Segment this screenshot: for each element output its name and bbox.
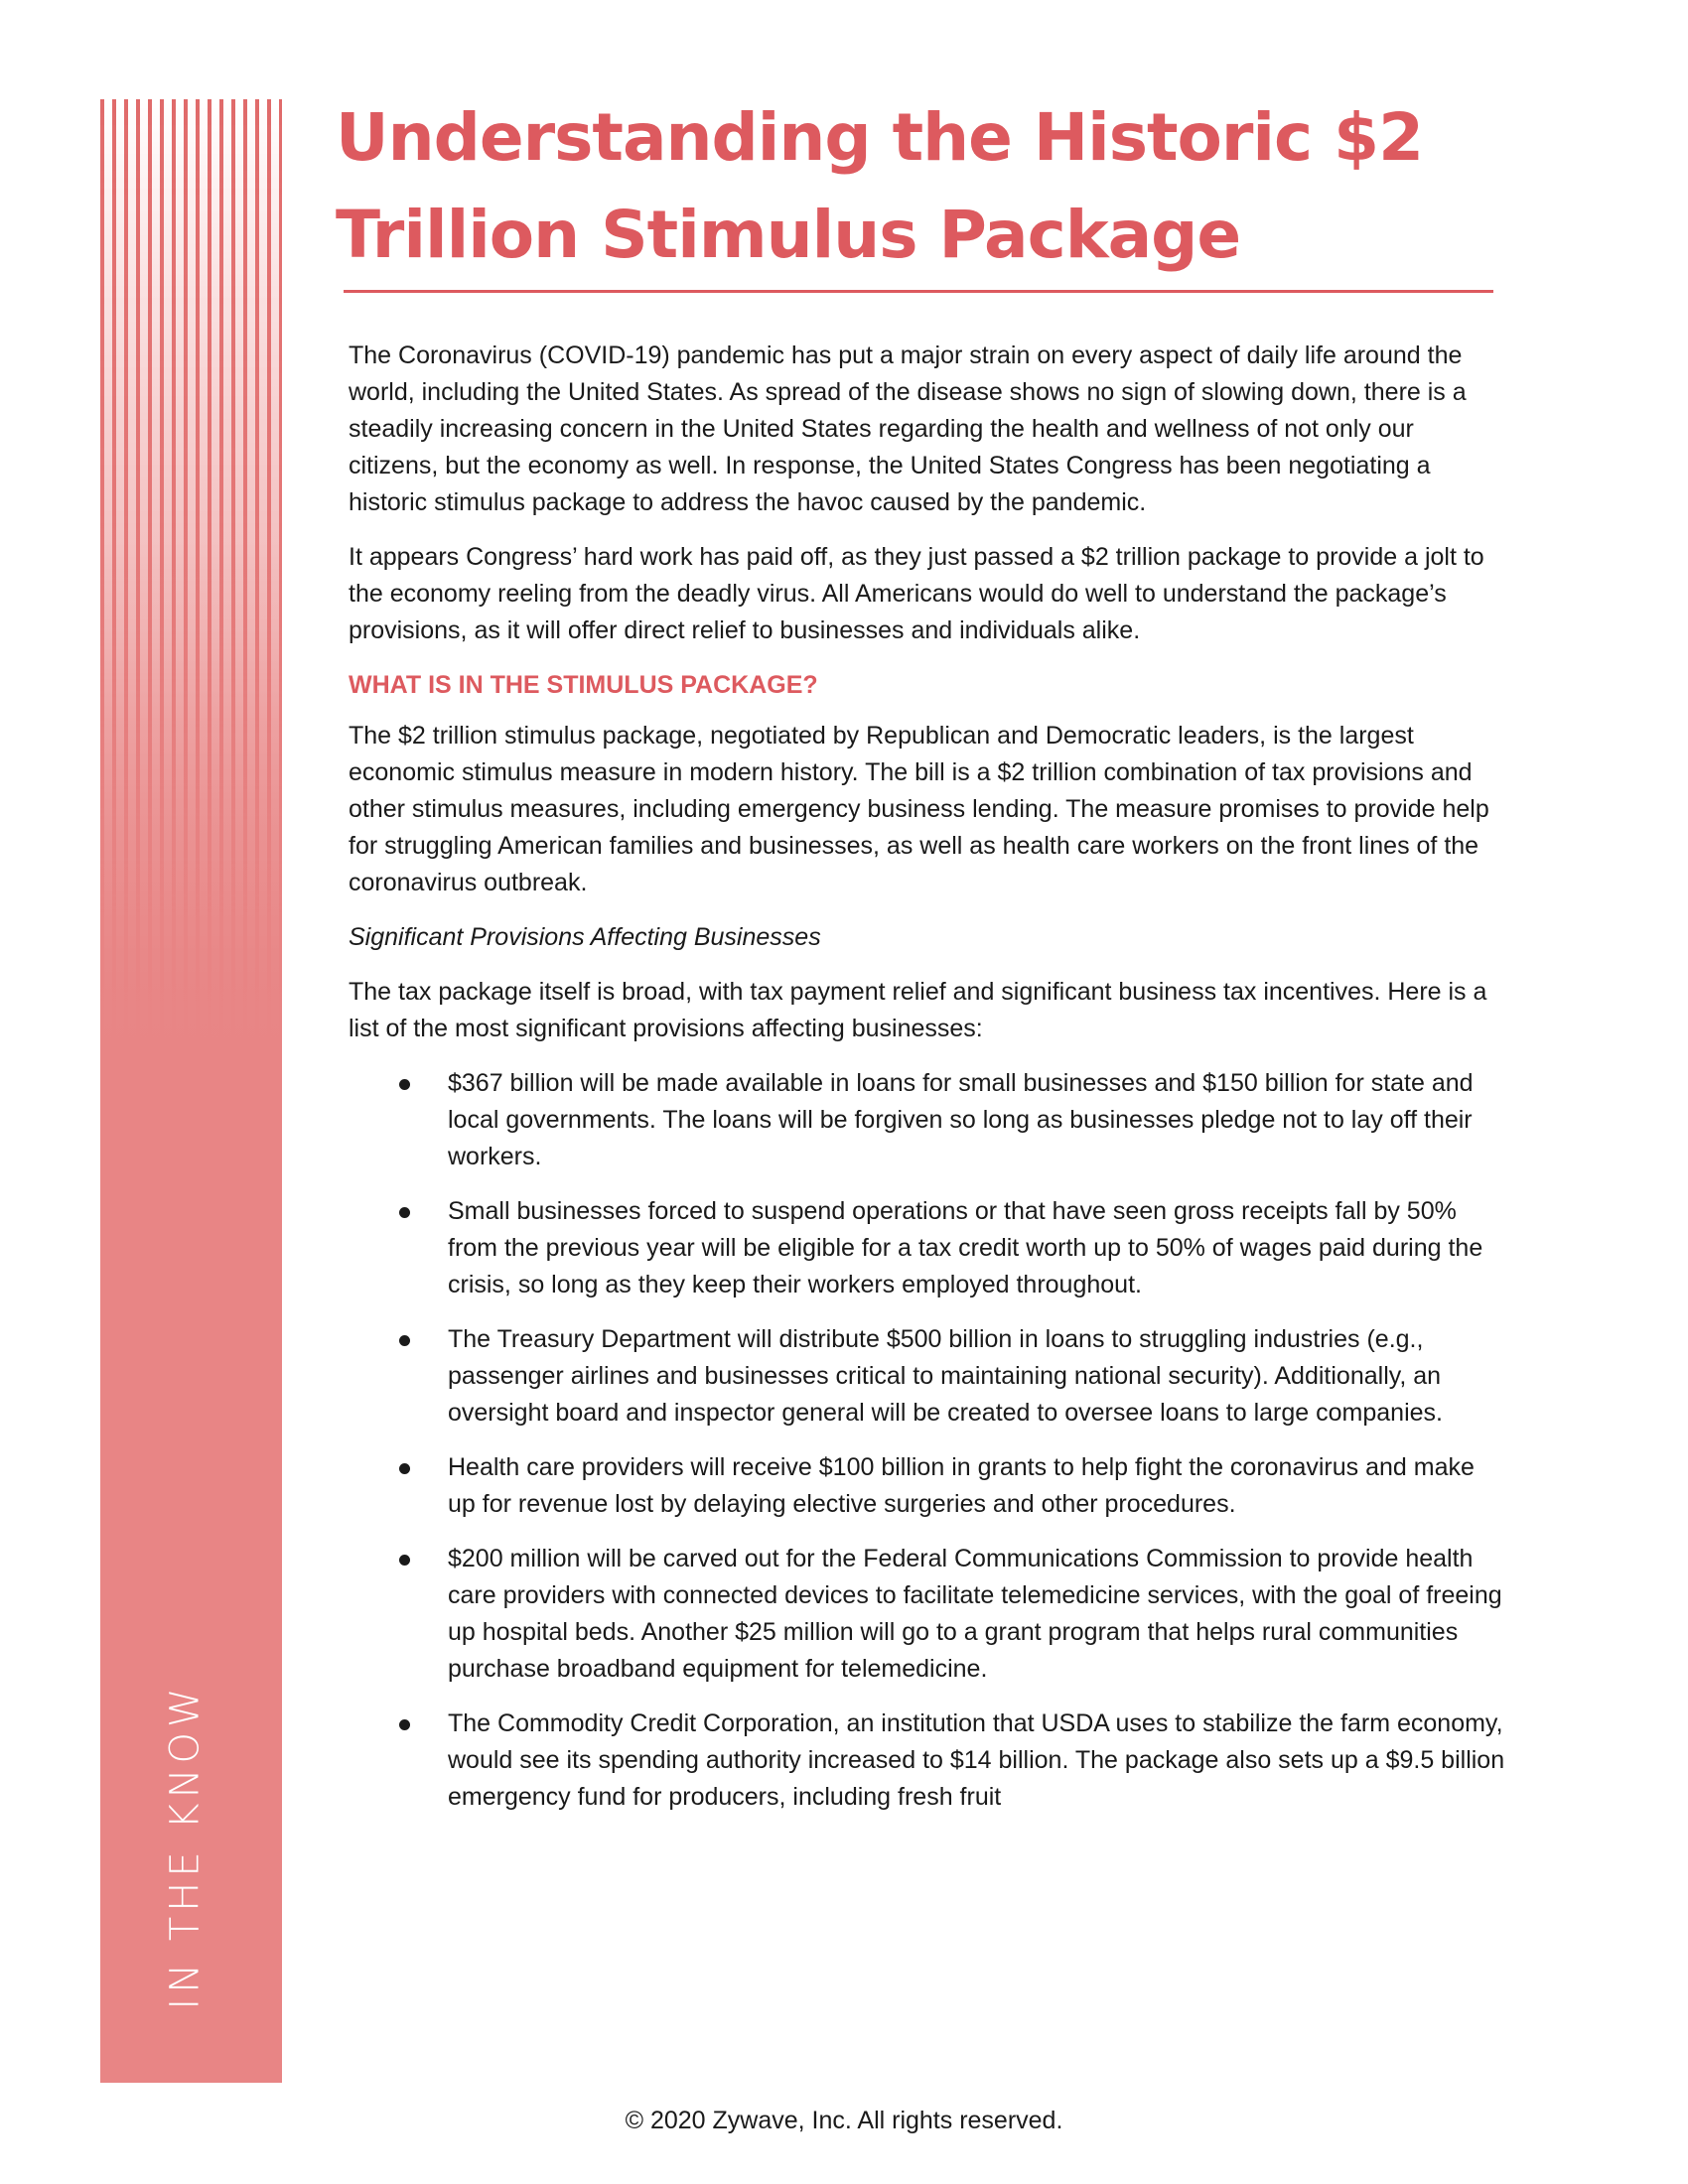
- list-item: [349, 1449, 1505, 1523]
- sidebar-label: IN THE KNOW: [163, 1683, 209, 2010]
- copyright-footer: © 2020 Zywave, Inc. All rights reserved.: [625, 2107, 1063, 2134]
- sidebar-label-wrap: [111, 1683, 260, 2010]
- page-title-line-1: Understanding the Historic $2: [336, 99, 1423, 176]
- bullet-icon: [399, 1079, 410, 1090]
- list-item-text: The Commodity Credit Corporation, an institution that USDA uses to stabilize the farm economy, would see its spending authority increased to $14 billion. The package also sets up a $9.5 billion emergency fund for producers, including fresh fruit: [448, 1709, 1505, 1811]
- section-paragraph: The $2 trillion stimulus package, negotiated by Republican and Democratic leaders, is the largest economic stimulus measure in modern history. The bill is a $2 trillion combination of tax provisions and other stimulus measures, including emergency business lending. The measure promises to provide help for struggling American families and businesses, as well as health care workers on the front lines of the coronavirus outbreak.: [349, 722, 1489, 896]
- list-item: [349, 1541, 1505, 1688]
- provisions-list: [349, 1065, 1505, 1816]
- list-item: [349, 1321, 1505, 1432]
- subsection-paragraph: The tax package itself is broad, with tax payment relief and significant business tax incentives. Here is a list of the most significant provisions affecting businesses:: [349, 978, 1487, 1042]
- list-item: [349, 1193, 1505, 1303]
- article-body: [349, 338, 1505, 1834]
- bullet-icon: [399, 1555, 410, 1566]
- sidebar-stripe-fade: [100, 99, 282, 1072]
- list-item-text: $200 million will be carved out for the Federal Communications Commission to provide health care providers with connected devices to facilitate telemedicine services, with the goal of freeing up hospital beds. Another $25 million will go to a grant program that helps rural communities purchase broadband equipment for telemedicine.: [448, 1545, 1502, 1683]
- list-item-text: $367 billion will be made available in loans for small businesses and $150 billion for state and local governments. The loans will be forgiven so long as businesses pledge not to lay off their workers.: [448, 1069, 1474, 1170]
- list-item-text: Small businesses forced to suspend operations or that have seen gross receipts fall by 50% from the previous year will be eligible for a tax credit worth up to 50% of wages paid during the crisis, so long as they keep their workers employed throughout.: [448, 1197, 1483, 1298]
- list-item-text: Health care providers will receive $100 billion in grants to help fight the coronavirus and make up for revenue lost by delaying elective surgeries and other procedures.: [448, 1453, 1475, 1518]
- intro-paragraph-2: It appears Congress’ hard work has paid off, as they just passed a $2 trillion package to provide a jolt to the economy reeling from the deadly virus. All Americans would do well to understand the package’s provisions, as it will offer direct relief to businesses and individuals alike.: [349, 543, 1484, 644]
- intro-paragraph-1: The Coronavirus (COVID-19) pandemic has put a major strain on every aspect of daily life around the world, including the United States. As spread of the disease shows no sign of slowing down, there is a steadily increasing concern in the United States regarding the health and wellness of not only our citizens, but the economy as well. In response, the United States Congress has been negotiating a historic stimulus package to address the havoc caused by the pandemic.: [349, 341, 1467, 516]
- list-item-text: The Treasury Department will distribute $500 billion in loans to struggling industries (e.g., passenger airlines and businesses critical to maintaining national security). Additionally, an oversight board and inspector general will be created to oversee loans to large companies.: [448, 1325, 1443, 1427]
- bullet-icon: [399, 1207, 410, 1218]
- bullet-icon: [399, 1463, 410, 1474]
- page-title: [336, 89, 1507, 284]
- bullet-icon: [399, 1335, 410, 1346]
- title-divider: [344, 290, 1493, 293]
- bullet-icon: [399, 1719, 410, 1730]
- list-item: [349, 1706, 1505, 1816]
- page-title-line-2: Trillion Stimulus Package: [336, 197, 1241, 273]
- list-item: [349, 1065, 1505, 1175]
- subsection-heading: Significant Provisions Affecting Businesses: [349, 923, 821, 951]
- section-heading: WHAT IS IN THE STIMULUS PACKAGE?: [349, 671, 818, 699]
